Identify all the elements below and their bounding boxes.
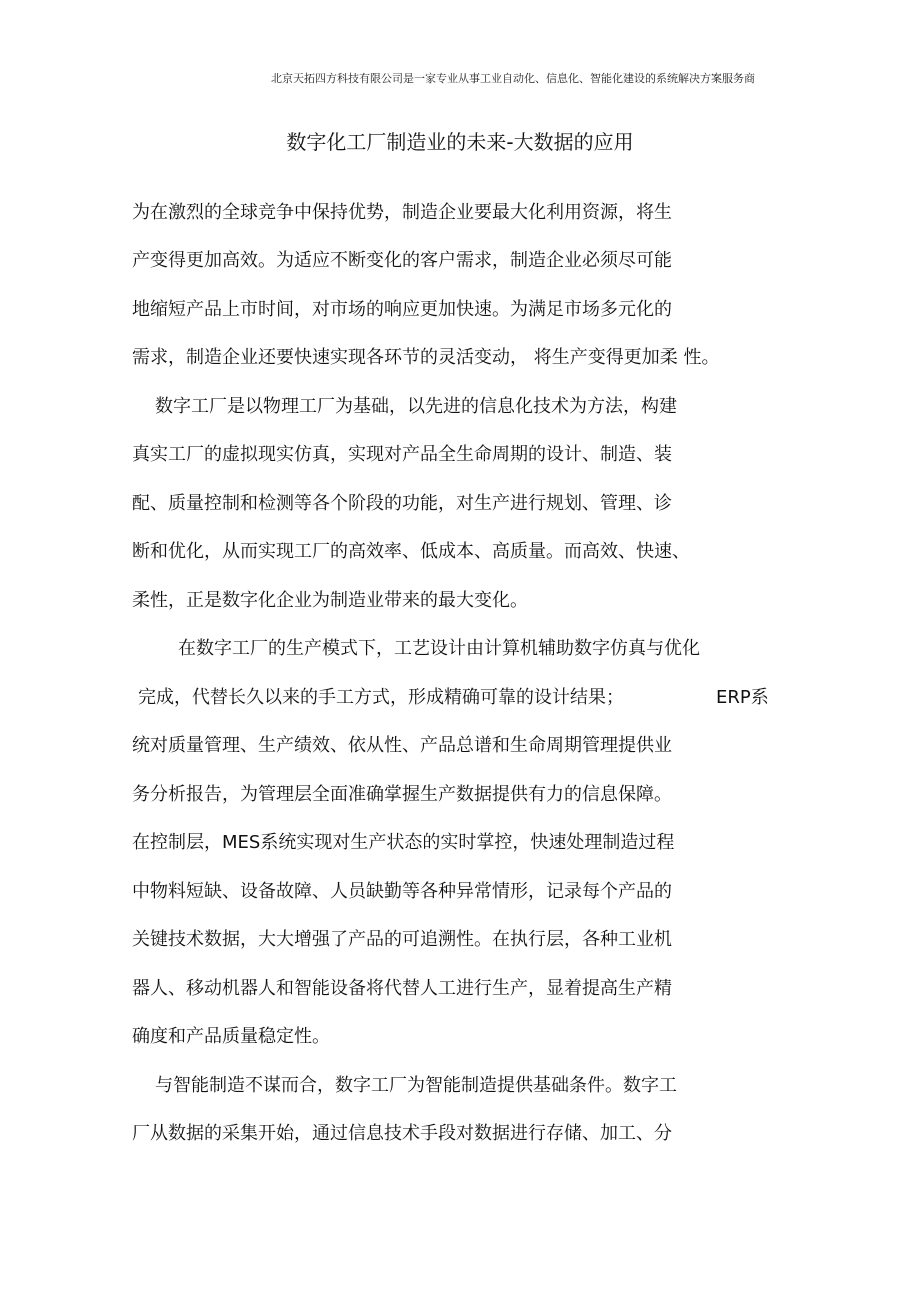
paragraph-line: 产变得更加高效。为适应不断变化的客户需求，制造企业必须尽可能 [132,250,672,271]
paragraph-line: 地缩短产品上市时间，对市场的响应更加快速。为满足市场多元化的 [132,299,672,320]
paragraph-line: 在控制层，MES系统实现对生产状态的实时掌控，快速处理制造过程 [132,832,675,853]
paragraph-line: 关键技术数据，大大增强了产品的可追溯性。在执行层，各种工业机 [132,929,672,950]
paragraph-line: 真实工厂的虚拟现实仿真，实现对产品全生命周期的设计、制造、装 [132,444,672,465]
paragraph-line: 务分析报告，为管理层全面准确掌握生产数据提供有力的信息保障。 [132,784,672,805]
paragraph-line: 确度和产品质量稳定性。 [132,1026,330,1047]
paragraph-line: 在数字工厂的生产模式下，工艺设计由计算机辅助数字仿真与优化 [178,638,700,659]
paragraph-line: 为在激烈的全球竞争中保持优势，制造企业要最大化利用资源，将生 [132,202,672,223]
paragraph-line: ERP系 [716,687,769,708]
page-title: 数字化工厂制造业的未来-大数据的应用 [286,130,634,154]
paragraph-line: 统对质量管理、生产绩效、依从性、产品总谱和生命周期管理提供业 [132,735,672,756]
paragraph-line: 中物料短缺、设备故障、人员缺勤等各种异常情形，记录每个产品的 [132,881,672,902]
paragraph-line: 与智能制造不谋而合，数字工厂为智能制造提供基础条件。数字工 [155,1075,677,1096]
paragraph-line: 断和优化，从而实现工厂的高效率、低成本、高质量。而高效、快速、 [132,541,690,562]
paragraph-line: 配、质量控制和检测等各个阶段的功能，对生产进行规划、管理、诊 [132,493,672,514]
company-header-note: 北京天拓四方科技有限公司是一家专业从事工业自动化、信息化、智能化建设的系统解决方案服务商 [271,72,755,85]
paragraph-line: 器人、移动机器人和智能设备将代替人工进行生产，显着提高生产精 [132,978,672,999]
paragraph-line: 柔性，正是数字化企业为制造业带来的最大变化。 [132,590,528,611]
paragraph-line: 完成，代替长久以来的手工方式，形成精确可靠的设计结果； [138,687,624,708]
paragraph-line: 数字工厂是以物理工厂为基础，以先进的信息化技术为方法，构建 [155,396,677,417]
paragraph-line: 需求，制造企业还要快速实现各环节的灵活变动， 将生产变得更加柔 性。 [132,347,720,368]
paragraph-line: 厂从数据的采集开始，通过信息技术手段对数据进行存储、加工、分 [132,1123,672,1144]
